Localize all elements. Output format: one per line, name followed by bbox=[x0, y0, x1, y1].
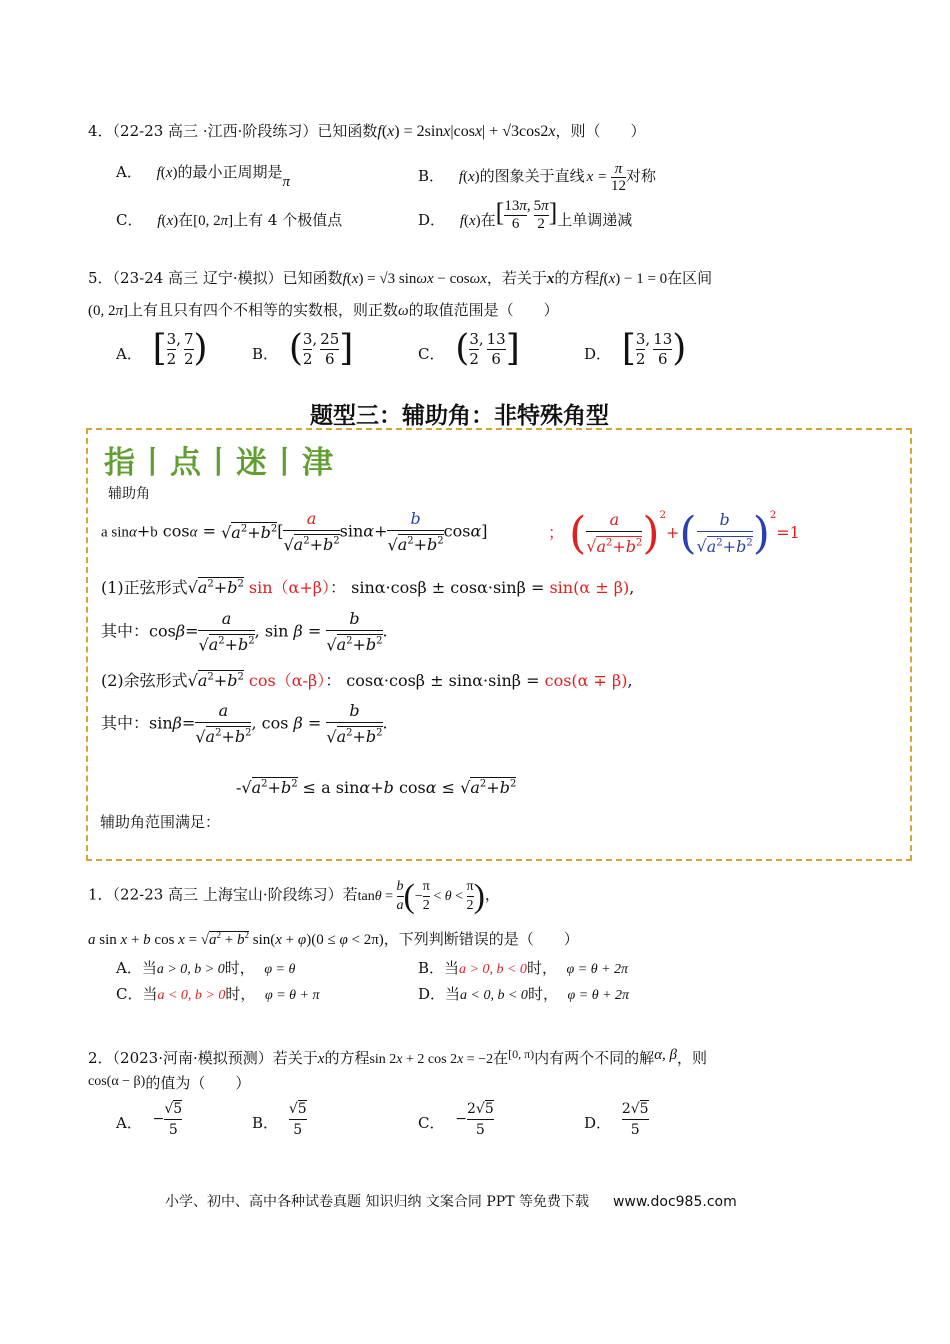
q4-a-fx: f(x) bbox=[156, 165, 178, 181]
q4-c-text1: 在 bbox=[178, 211, 194, 229]
p2-eq: sin 2x + 2 cos 2x = −2 bbox=[369, 1052, 494, 1067]
p1-stem-text: 1．（22-23 高三 上海宝山·阶段练习）若 bbox=[88, 885, 358, 904]
q5-mid2: 的方程 bbox=[554, 269, 600, 287]
p1-d-mid: 时， bbox=[527, 985, 558, 1003]
footer-text: 小学、初中、高中各种试卷真题 知识归纳 文案合同 PPT 等免费下载 bbox=[165, 1194, 589, 1210]
p2-mid2: 在 bbox=[493, 1049, 509, 1067]
tip-subtitle: 辅助角 bbox=[108, 486, 150, 502]
cos-label: (2)余弦形式 bbox=[101, 671, 188, 690]
q5-option-d[interactable] bbox=[584, 330, 686, 369]
q4-b-tail: 对称 bbox=[625, 166, 656, 185]
where1: 其中：cosβ= $\frac{a}{√a^2+b^2}$ , sin β = $\frac{b}{√a^2+b^2}$ . bbox=[101, 609, 388, 655]
footer bbox=[165, 1191, 737, 1211]
p2-sol: α, β bbox=[654, 1047, 678, 1063]
q4-option-b[interactable] bbox=[418, 161, 656, 194]
q4-c-text2: 上有 4 个极值点 bbox=[233, 211, 343, 229]
q5-stem bbox=[88, 268, 712, 289]
p2-line2-math: cos(α − β) bbox=[88, 1074, 146, 1089]
cos-red: cos（α-β） bbox=[248, 671, 326, 690]
where2-label: 其中： bbox=[101, 713, 150, 733]
option-label: A． bbox=[116, 345, 142, 363]
option-label: C． bbox=[418, 1114, 445, 1132]
q5-line2-text: 上有且只有四个不相等的实数根，则正数 bbox=[128, 301, 399, 319]
p2-option-d[interactable] bbox=[584, 1099, 649, 1140]
q5-line2-tail: 的取值范围是（ ） bbox=[408, 301, 559, 319]
q5-eq: f(x) − 1 = 0 bbox=[599, 271, 668, 287]
q4-option-c[interactable] bbox=[116, 209, 342, 230]
option-label: B． bbox=[418, 166, 445, 185]
p1-c-cond: a < 0, b > 0 bbox=[157, 988, 226, 1003]
q4-b-text: 的图象关于直线 bbox=[479, 166, 585, 185]
option-label: C．当 bbox=[116, 985, 158, 1003]
q5-c-math: ( $\frac{3}{2}$ , $\frac{13}{6}$ ] bbox=[455, 328, 520, 369]
sine-form: (1)正弦形式$√a^2+b^2$ sin（α+β）： sinα·cosβ ± cosα·sinβ = sin(α ± β), bbox=[101, 578, 635, 597]
q5-b-math: ( $\frac{3}{2}$ , $\frac{25}{6}$ ] bbox=[288, 328, 354, 369]
formula-identity: ； ( $\frac{a}{√a^2+b^2}$ )$^2$+( $\frac{b}{√a^2+b^2}$ )$^2$=1 bbox=[548, 508, 800, 559]
p2-interval: [0, π) bbox=[508, 1047, 535, 1061]
p1-a-res: φ = θ bbox=[264, 962, 296, 977]
p1-c-res: φ = θ + π bbox=[264, 988, 320, 1003]
p1-stem bbox=[88, 878, 500, 915]
p2-mid3: 内有两个不同的解 bbox=[534, 1049, 655, 1067]
p1-a-cond: a > 0, b > 0 bbox=[156, 962, 225, 977]
cos-form: (2)余弦形式$√a^2+b^2$ cos（α-β）： cosα·cosβ ± sinα·sinβ = cos(α ∓ β), bbox=[101, 671, 633, 690]
q4-d-math: [ $\frac{13\pi}{6}$ , $\frac{5\pi}{2}$ ] bbox=[495, 198, 558, 232]
option-label: A． bbox=[116, 163, 142, 181]
option-label: B． bbox=[252, 345, 279, 363]
p2-d-math: $\frac{2√5}{5}$ bbox=[621, 1101, 649, 1138]
p1-line2 bbox=[88, 925, 579, 950]
formula-main: a sinα+b $\cos\alpha = √a^2+b^2$[ $\frac{a}{√a^2+b^2}$ sinα+ $\frac{b}{√a^2+b^2}$ cosα] bbox=[101, 509, 488, 555]
p2-line2-text: 的值为（ ） bbox=[145, 1074, 251, 1092]
p1-line2-tail: ，下列判断错误的是（ ） bbox=[383, 930, 579, 948]
q4-d-fx: f(x) bbox=[459, 213, 481, 229]
cos-result: cos(α ∓ β) bbox=[544, 671, 628, 690]
option-label: D． bbox=[584, 345, 612, 363]
sine-label: (1)正弦形式 bbox=[101, 578, 188, 597]
p1-cond: tanθ = $\frac{b}{a}$ (− $\frac{\pi}{2}$ < θ < $\frac{\pi}{2}$ ) bbox=[357, 877, 485, 915]
p1-b-res: φ = θ + 2π bbox=[566, 962, 629, 977]
option-label: D．当 bbox=[418, 985, 461, 1003]
q4-option-a[interactable] bbox=[116, 161, 290, 190]
p1-line2-math: a sin x + b $\cos x = √a^2 + b^2$ sin(x + φ)(0 ≤ φ < 2π) bbox=[88, 930, 384, 948]
p1-option-b[interactable] bbox=[418, 957, 628, 978]
sine-result: sin(α ± β) bbox=[549, 578, 630, 597]
p1-option-c[interactable] bbox=[116, 983, 319, 1004]
p1-option-a[interactable] bbox=[116, 957, 295, 978]
p2-option-a[interactable] bbox=[116, 1099, 182, 1140]
p2-line2 bbox=[88, 1073, 250, 1095]
cos-rest: ： cosα·cosβ ± sinα·sinβ = bbox=[325, 671, 545, 690]
q5-line2 bbox=[88, 300, 559, 321]
p2-tail: ，则 bbox=[677, 1049, 708, 1067]
q5-option-b[interactable] bbox=[252, 330, 353, 369]
q4-b-math: x = $\frac{\pi}{12}$ bbox=[586, 161, 626, 194]
p1-option-d[interactable] bbox=[418, 983, 629, 1004]
p1-a-mid: 时， bbox=[224, 959, 255, 977]
option-label: A． bbox=[116, 1114, 142, 1132]
p1-d-cond: a < 0, b < 0 bbox=[460, 988, 528, 1003]
where2: 其中：sinβ= $\frac{a}{√a^2+b^2}$ , cos β = $\frac{b}{√a^2+b^2}$ . bbox=[101, 701, 388, 747]
p1-c-mid: 时， bbox=[225, 985, 256, 1003]
q4-c-math: [0, 2π] bbox=[193, 213, 234, 229]
q4-stem bbox=[88, 121, 646, 142]
p2-option-c[interactable] bbox=[418, 1099, 494, 1140]
q4-b-fx: f(x) bbox=[458, 168, 480, 185]
q4-d-text1: 在 bbox=[480, 211, 496, 229]
option-label: C． bbox=[116, 211, 143, 229]
option-label: D． bbox=[418, 211, 446, 229]
p2-option-b[interactable] bbox=[252, 1099, 307, 1140]
p2-mid: 的方程 bbox=[324, 1049, 370, 1067]
sine-rest: ： sinα·cosβ ± cosα·sinβ = bbox=[330, 578, 550, 597]
p1-b-mid: 时， bbox=[526, 959, 557, 977]
q5-d-math: [ $\frac{3}{2}$ , $\frac{13}{6}$ ) bbox=[621, 328, 687, 369]
option-label: A．当 bbox=[116, 959, 157, 977]
where1-label: 其中： bbox=[101, 621, 150, 641]
q4-a-math: π bbox=[282, 174, 290, 190]
range-label: 辅助角范围满足： bbox=[100, 813, 221, 831]
q5-stem-text: 5．（23-24 高三 辽宁·模拟）已知函数 bbox=[88, 269, 343, 287]
p1-b-cond: a > 0, b < 0 bbox=[459, 962, 527, 977]
p2-b-math: $\frac{√5}{5}$ bbox=[288, 1101, 307, 1138]
option-label: B． bbox=[252, 1114, 279, 1132]
q5-interval: (0, 2π] bbox=[88, 303, 129, 319]
section-title: 题型三：辅助角：非特殊角型 bbox=[310, 403, 609, 429]
q5-mid3: 在区间 bbox=[667, 269, 713, 287]
q5-mid: ，若关于 bbox=[486, 269, 547, 287]
q4-stem-text: 4．（22-23 高三 ·江西·阶段练习）已知函数 bbox=[88, 122, 378, 140]
q5-option-a[interactable] bbox=[116, 330, 208, 369]
q5-omega: ω bbox=[398, 303, 409, 319]
q4-d-text2: 上单调递减 bbox=[557, 211, 633, 229]
p1-d-res: φ = θ + 2π bbox=[567, 988, 630, 1003]
q4-tail: ，则（ ） bbox=[555, 122, 646, 140]
option-label: B．当 bbox=[418, 959, 460, 977]
footer-link[interactable]: www.doc985.com bbox=[612, 1194, 737, 1210]
q4-formula: f(x) = 2sinx|cosx| + √3cos2x bbox=[377, 123, 556, 140]
tip-banner: 指丨点丨迷丨津 bbox=[104, 445, 335, 481]
p2-stem-text: 2．（2023·河南·模拟预测）若关于 bbox=[88, 1049, 318, 1067]
p2-c-math: − $\frac{2√5}{5}$ bbox=[455, 1101, 494, 1138]
q4-c-fx: f(x) bbox=[157, 213, 179, 229]
p1-cond-tail: ， bbox=[484, 885, 500, 904]
q4-option-d[interactable] bbox=[418, 198, 632, 233]
option-label: C． bbox=[418, 345, 445, 363]
p2-xvar: x bbox=[317, 1051, 325, 1067]
p2-a-math: − $\frac{√5}{5}$ bbox=[152, 1101, 183, 1138]
q5-xvar: x bbox=[546, 271, 555, 287]
option-label: D． bbox=[584, 1114, 612, 1132]
sine-red: sin（α+β） bbox=[248, 578, 331, 597]
range-formula: $-√a^2+b^2 \le a$ sinα+b $\cos\alpha \le √a^2+b^2$ bbox=[236, 778, 517, 797]
q4-a-text: 的最小正周期是 bbox=[177, 163, 283, 181]
q5-a-math: [ $\frac{3}{2}$ , $\frac{7}{2}$ ) bbox=[152, 328, 208, 369]
q5-option-c[interactable] bbox=[418, 330, 520, 369]
p2-stem bbox=[88, 1048, 707, 1070]
q5-formula: f(x) = √3 sinωx − cosωx bbox=[342, 271, 487, 287]
